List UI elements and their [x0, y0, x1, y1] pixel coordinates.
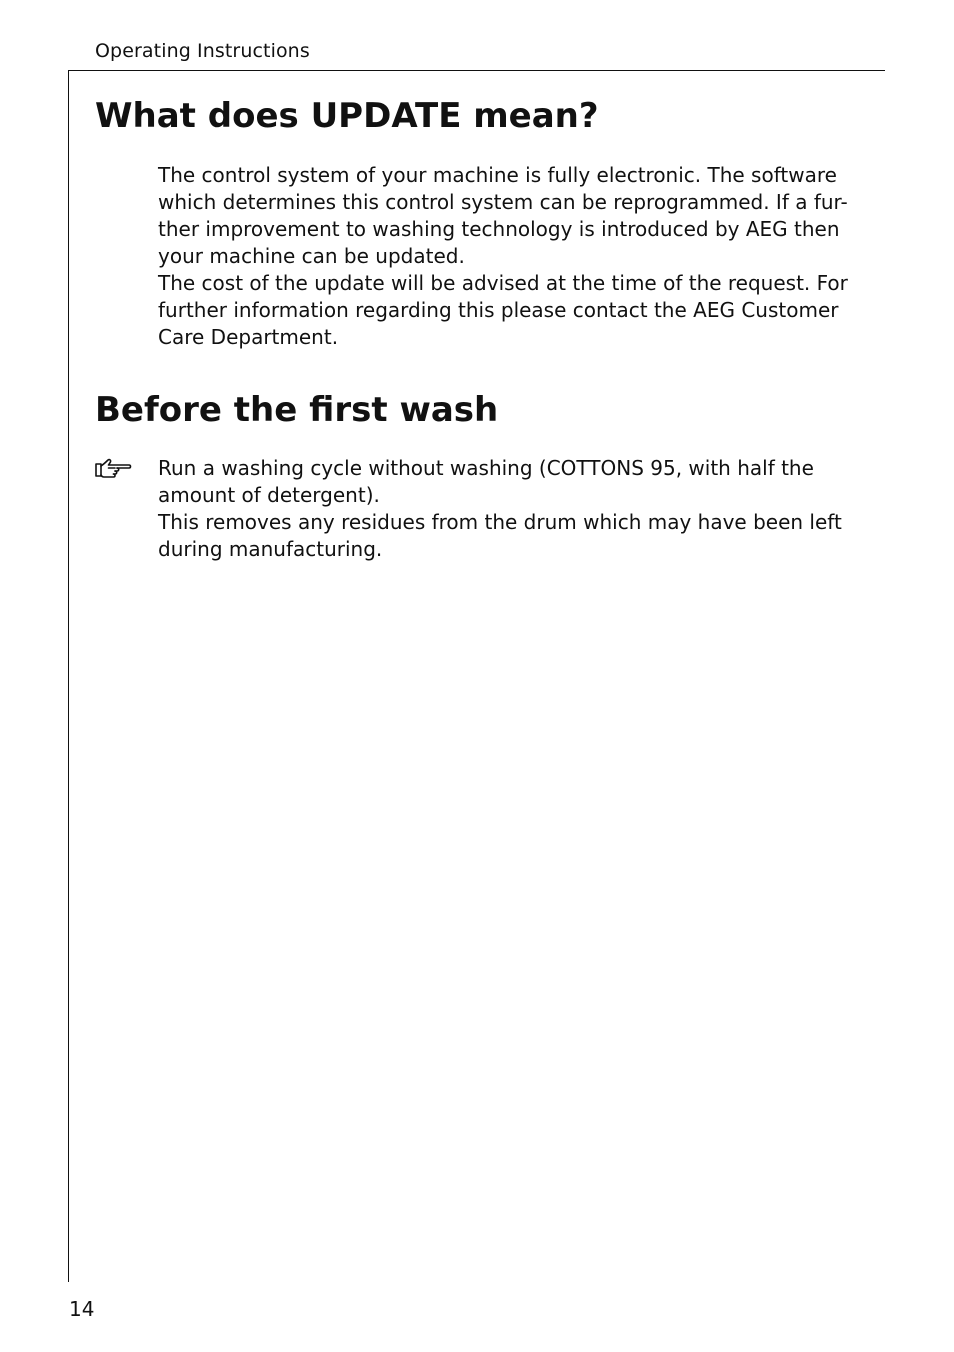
header-rule	[69, 70, 885, 71]
first-wash-body	[158, 455, 858, 563]
update-line: Care Department.	[158, 325, 339, 349]
update-line: further information regarding this please contact the AEG Customer	[158, 298, 839, 322]
left-margin-rule	[68, 70, 69, 1282]
pointing-hand-icon	[95, 458, 133, 480]
update-line: your machine can be updated.	[158, 244, 465, 268]
update-body	[158, 162, 858, 351]
update-line: The cost of the update will be advised at the time of the request. For	[158, 271, 848, 295]
first-wash-line: Run a washing cycle without washing (COTTONS 95, with half the	[158, 456, 814, 480]
first-wash-line: amount of detergent).	[158, 483, 380, 507]
first-wash-line: This removes any residues from the drum which may have been left	[158, 510, 842, 534]
update-heading: What does UPDATE mean?	[95, 96, 599, 136]
running-header: Operating Instructions	[95, 40, 310, 62]
page-number: 14	[69, 1297, 95, 1321]
update-line: ther improvement to washing technology is introduced by AEG then	[158, 217, 840, 241]
update-line: The control system of your machine is fully electronic. The software	[158, 163, 837, 187]
update-line: which determines this control system can be reprogrammed. If a fur-	[158, 190, 848, 214]
first-wash-heading: Before the first wash	[95, 390, 499, 430]
first-wash-line: during manufacturing.	[158, 537, 383, 561]
